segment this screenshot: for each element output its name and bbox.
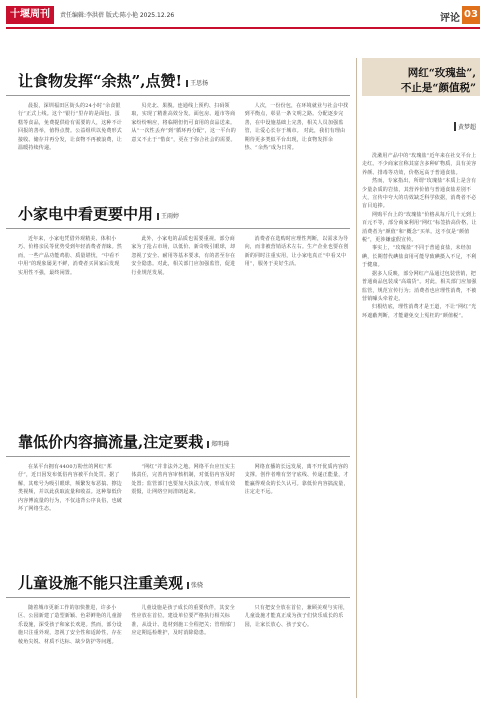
page-number: 03 xyxy=(462,6,480,24)
paragraph: 然而，专家指出，所谓“玫瑰盐”本质上是含有少量杂质的岩盐，其营养价值与普通食盐差别不大，宣传中夸大的功效缺乏科学依据，消费者不必盲目追捧。 xyxy=(362,178,477,210)
byline: 张骁 xyxy=(187,582,203,589)
body-column: 消费者在选购时应理性判断，以需求为导向，而非被营销话术左右。生产企业也要在创新的同时注重实用，让小家电真正“中看又中用”，服务于美好生活。 xyxy=(244,236,349,268)
article-title xyxy=(6,70,350,91)
article-body xyxy=(6,463,350,573)
sidebar-title-band xyxy=(362,58,480,96)
body-column: 随着城市更新工作的加快推进，许多小区、公园新建了造型新颖、色彩鲜艳的儿童游乐设施，深受孩子和家长欢迎。然而，部分设施只注重外观，忽视了安全性和适龄性，存在棱角尖锐、材质不达标、缺少防护等问题。 xyxy=(18,605,123,645)
title-rule xyxy=(6,456,350,457)
byline: 王雨婷 xyxy=(157,213,179,220)
paragraph: 归根结底，理性消费才是王道，不让“网红”光环遮蔽判断，才能避免交上冤枉的“颜值税”。 xyxy=(362,304,477,319)
body-column: “网红”并非法外之地。网络平台应压实主体责任，完善内容审核机制，对低俗内容及时处置；监管部门也要加大执法力度，形成有效震慑，让网络空间清朗起来。 xyxy=(131,464,236,496)
body-column: 近年来，小家电凭借外观精美、体积小巧、价格亲民等优势受到年轻消费者青睐。然而，一些产品功能鸡肋、质量堪忧，“中看不中用”的现象屡见不鲜，消费者买回家后发现实用性不强，最终闲置。 xyxy=(18,236,123,276)
article-title-text: 让食物发挥“余热”,点赞! xyxy=(18,72,183,90)
byline: 郑明琦 xyxy=(207,441,229,448)
body-column: 贝壳北、果腹。连通线上预约、扫码领取，实现了精准高效分发。面包房、超市等商家纷纷响应，将临期但仍可食用的食品送来。从“一次性丢弃”到“循环再分配”，这一平台的意义不止于“惜食”，更在于弥合社会的需要。 xyxy=(131,103,236,143)
sidebar-body xyxy=(362,152,480,692)
body-column: 晨报，深圳福田区街头的24小时“余食银行”正式上线。这个“银行”里存的是面包、蛋糕等食品，免费提供给有需要的人，这种不计回报的善举，值得点赞。公益组织以免费形式接收、储存并再分发，让食物不再被浪费，让温暖持续传递。 xyxy=(18,103,123,152)
sidebar-title-line: 网红“玫瑰盐”, xyxy=(407,67,476,79)
header-rule xyxy=(6,27,480,29)
article-body xyxy=(6,604,350,702)
article-body xyxy=(6,102,350,202)
body-column: 网络直播的长远发展，离不开优质内容的支撑。创作者唯有坚守底线、传递正能量，才能赢得观众的长久认可。靠低价内容搞流量，注定走不远。 xyxy=(244,464,349,496)
paragraph: 网购平台上的“玫瑰盐”价格从每斤几十元到上百元不等，部分商家利用“网红”标签抬高价格，让消费者为“颜值”和“概念”买单。这不仅是“颜值税”，更涉嫌虚假宣传。 xyxy=(362,211,477,244)
article-title xyxy=(6,572,350,593)
article-title-text: 靠低价内容搞流量,注定要栽 xyxy=(18,433,204,451)
paragraph: 洗漱用产品中的“玫瑰盐”近年来在社交平台上走红。不少商家宣称其富含多种矿物质，具有美容养颜、排毒等功效，价格远高于普通食盐。 xyxy=(362,153,477,176)
title-rule xyxy=(6,597,350,598)
body-column: 在某平台拥有4400万粉丝的网红“邦仔”，近日因发布低俗内容被平台处罚。据了解，其账号为吸引眼球，频繁发布恶搞、擦边类视频，并以此获取流量和收益。这种靠低价内容博流量的行为，不仅违背公序良俗，也破坏了网络生态。 xyxy=(18,464,123,513)
article-1 xyxy=(6,70,350,200)
article-title xyxy=(6,431,350,452)
paragraph: 人次，一份份包，在环境就业与社会中找到平衡点，彰显一条文明之路。分配逐步完善，在中设施基础上完善，相关人员加强监管，让爱心长存于城市。 xyxy=(244,103,349,135)
body-column: 此外，小家电的品质也需要重视。部分商家为了抢占市场，以低价、新奇吸引眼球，却忽视了安全、耐用等基本要求，有的甚至存在安全隐患。对此，相关部门应加强监管，促进行业规范发展。 xyxy=(131,236,236,276)
body-column: 儿童设施是孩子成长的重要伙伴，其安全性应放在首位。建设单位要严格执行相关标准，从设计、选材到施工全程把关；管理部门应定期巡检维护，及时消除隐患。 xyxy=(131,605,236,637)
masthead: 十堰周刊 xyxy=(6,6,54,24)
credits-line: 责任编辑:李洪蓓 版式:陈小艳 2025.12.26 xyxy=(60,12,175,19)
paragraph: 对此，我们有理由期待更多类似平台出现，让食物发挥余热、“余热”成为日常。 xyxy=(244,128,346,152)
article-title-text: 小家电中看更要中用 xyxy=(18,205,154,223)
article-title xyxy=(6,203,350,224)
paragraph: 据多人反映，部分网红产品通过包装营销，把普通商品包装成“高端货”。对此，相关部门应加强监管，规范宣传行为；消费者也应理性消费，不被营销噱头牵着走。 xyxy=(362,270,477,302)
body-column: 只有把安全放在首位，兼顾美观与实用，儿童设施才能真正成为孩子们快乐成长的乐园，让家长放心、孩子安心。 xyxy=(244,605,349,628)
title-rule xyxy=(6,95,350,96)
article-3 xyxy=(6,431,350,561)
body-column xyxy=(245,102,350,202)
sidebar-byline: 黄梦超 xyxy=(454,122,476,131)
section-label: 评论 xyxy=(440,13,460,24)
title-rule xyxy=(6,228,350,229)
sidebar-commentary xyxy=(362,58,480,131)
column-divider xyxy=(356,58,357,698)
sidebar-title-line: 不止是“颜值税” xyxy=(400,82,476,94)
paragraph: 事实上，“玫瑰盐”不同于普通食盐，未经加碘，长期替代碘盐食用可能导致碘摄入不足，不利于健康。 xyxy=(362,245,477,269)
article-title-text: 儿童设施不能只注重美观 xyxy=(18,574,184,592)
article-4 xyxy=(6,572,350,698)
article-body xyxy=(6,235,350,327)
article-2 xyxy=(6,203,350,323)
sidebar-title xyxy=(370,66,476,96)
byline: 王思扬 xyxy=(186,80,208,87)
